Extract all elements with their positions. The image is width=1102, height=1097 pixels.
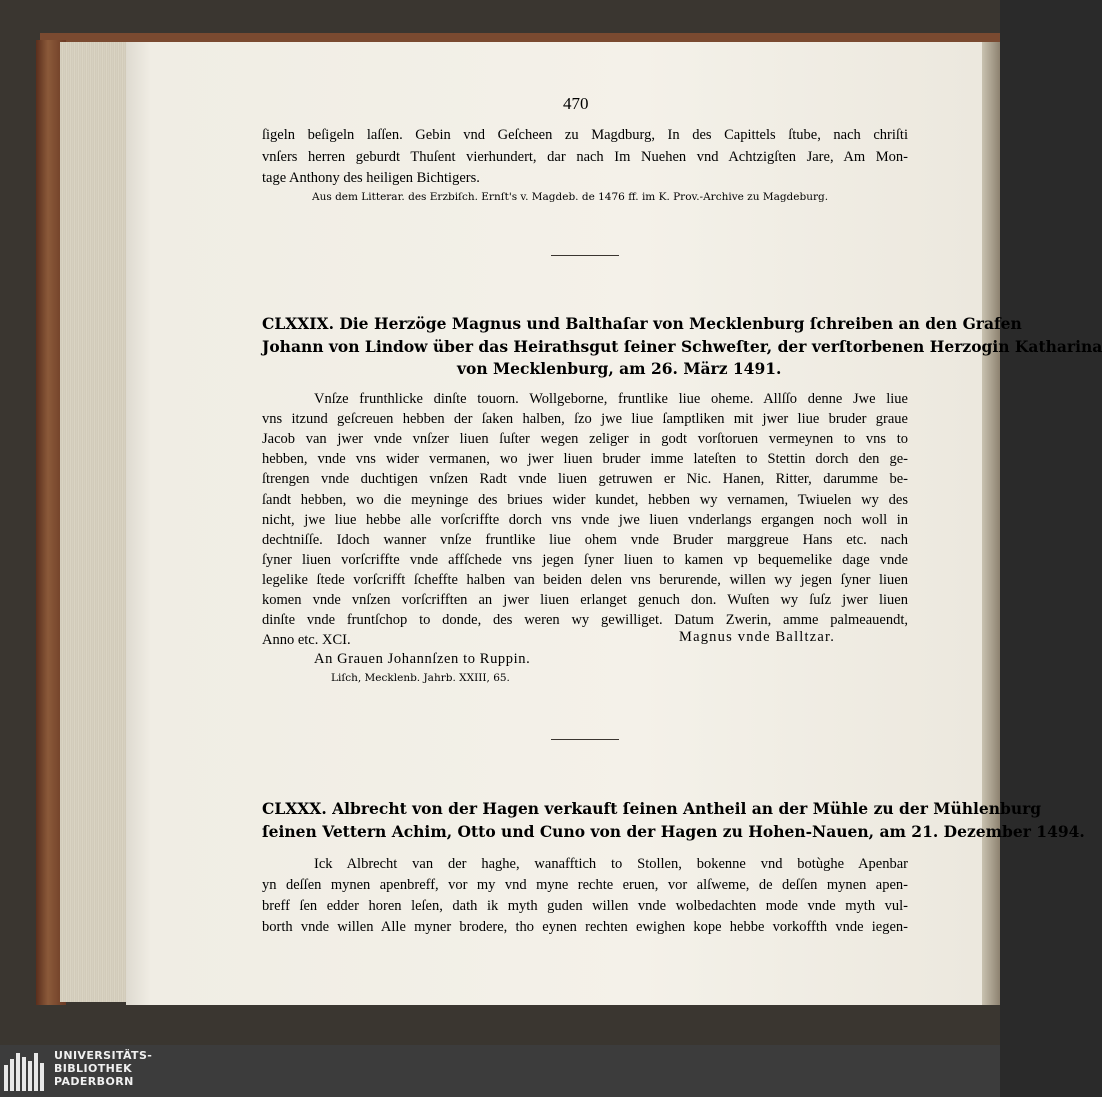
document-body-line: yn deſſen mynen apenbreff, vor my vnd myne rechte eruen, vor alſweme, de deſſen mynen apen- (262, 877, 908, 893)
document-body-line: ſyner liuen vorſcriffte vnde affſchede vns jegen ſyner liuen to kamen vp bequemelike dage vnde (262, 552, 908, 568)
document-body-line: Ick Albrecht van der haghe, wanafftich to Stollen, bokenne vnd botùghe Apenbar (314, 856, 908, 872)
separator-rule (551, 739, 619, 740)
page-number: 470 (563, 94, 589, 113)
library-logo-icon (4, 1051, 48, 1091)
document-heading: von Mecklenburg, am 26. März 1491. (457, 359, 782, 378)
top-source-citation: Aus dem Litterar. des Erzbiſch. Ernſt's v. Magdeb. de 1476 ff. im K. Prov.-Archive zu Magdeburg. (312, 191, 829, 203)
document-heading: ſeinen Vettern Achim, Otto und Cuno von der Hagen zu Hohen-Nauen, am 21. Dezember 1494. (262, 822, 1085, 841)
letter-address: An Grauen Johannſzen to Ruppin. (314, 651, 531, 667)
document-body-line: ſtrengen vnde duchtigen vnſzen Radt vnde liuen getruwen er Nic. Hanen, Ritter, darumme be- (262, 471, 908, 487)
top-text-line: ſigeln beſigeln laſſen. Gebin vnd Geſcheen zu Magdburg, In des Capittels ſtube, nach chriſti (262, 127, 908, 143)
document-body-line: vns itzund geſcreuen hebben der ſaken halben, ſzo jwe liue ſamptliken mit jwer liue bruder graue (262, 411, 908, 427)
document-body-line: hebben, vnde vns wider vermanen, wo jwer liuen bruder imme lateſten to Stettin dorch den ge- (262, 451, 908, 467)
document-body-line: Anno etc. XCI. (262, 632, 351, 648)
top-text-line: vnſers herren geburdt Thuſent vierhundert, dar nach Im Nuehen vnd Achtzigſten Jare, Am Mon- (262, 149, 908, 165)
document-heading: CLXXIX. Die Herzöge Magnus und Balthaſar von Mecklenburg ſchreiben an den Grafen (262, 314, 1022, 333)
library-logo-text: UNIVERSITÄTS- (54, 1049, 153, 1062)
library-logo-text: PADERBORN (54, 1075, 134, 1088)
signature: Magnus vnde Balltzar. (679, 629, 836, 645)
document-body-line: dinſte vnde fruntſchop to donde, des weren wy gewilliget. Datum Zwerin, amme palmeauendt, (262, 612, 908, 628)
page-edges (60, 42, 128, 1002)
library-footer (0, 1045, 1000, 1097)
separator-rule (551, 255, 619, 256)
document-body-line: dechtniſſe. Idoch wanner vnſze fruntlike liue ohem vnde Bruder marggreue Hans etc. nach (262, 532, 908, 548)
source-citation: Liſch, Mecklenb. Jahrb. XXIII, 65. (331, 672, 510, 684)
document-body-line: breff ſen edder horen leſen, dath ik myth guden willen vnde wolbedachten mode vnde myth vul- (262, 898, 908, 914)
document-body-line: legelike ſtede vorſcrifft ſcheffte halben van beiden delen vns berurende, willen wy jegen ſyner liuen (262, 572, 908, 588)
document-body-line: nicht, jwe liue hebbe alle vorſcriffte dorch vns vnde jwe liuen vnderlangs ergangen noch woll in (262, 512, 908, 528)
document-body-line: ſandt hebben, wo die meyninge des briues wider kundet, hebben wy vernamen, Twiuelen wy des (262, 492, 908, 508)
document-body-line: Jacob van jwer vnde vnſzer liuen ſuſter wegen zeliger in godt vorſtoruen vermeynen to vns to (262, 431, 908, 447)
library-logo-text: BIBLIOTHEK (54, 1062, 133, 1075)
document-body-line: komen vnde vnſzen vorſcrifften an jwer liuen erlanget genuch don. Wuſten wy ſuſz jwer liuen (262, 592, 908, 608)
document-heading: CLXXX. Albrecht von der Hagen verkauft ſeinen Antheil an der Mühle zu der Mühlenburg (262, 799, 1042, 818)
top-text-line: tage Anthony des heiligen Bichtigers. (262, 170, 480, 186)
document-heading: Johann von Lindow über das Heirathsgut ſeiner Schweſter, der verſtorbenen Herzogin Katharina (262, 337, 1102, 356)
page-right-edge (982, 42, 1000, 1005)
document-body-line: Vnſze frunthlicke dinſte touorn. Wollgeborne, fruntlike liue oheme. Allſſo denne Jwe liue (314, 391, 908, 407)
document-body-line: borth vnde willen Alle myner brodere, tho eynen rechten ewighen kope hebbe vorkoffth vnde iegen- (262, 919, 908, 935)
